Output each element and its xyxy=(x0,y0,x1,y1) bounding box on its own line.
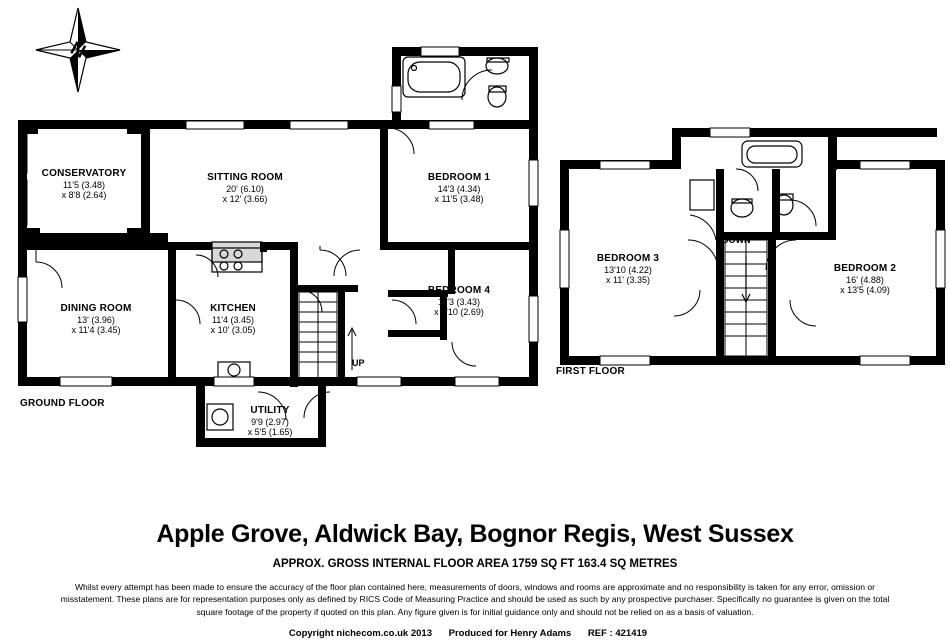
bedroom-1-dim1: 14'3 (4.34) xyxy=(437,183,481,194)
sitting-room-dim2: x 12' (3.66) xyxy=(222,193,268,204)
first-floor-label: FIRST FLOOR xyxy=(556,366,625,377)
bedroom-1-name: BEDROOM 1 xyxy=(427,172,491,183)
ground-floor-label: GROUND FLOOR xyxy=(20,398,105,409)
first-floor-plan xyxy=(560,128,945,365)
bedroom-4-dim1: 11'3 (3.43) xyxy=(437,296,481,307)
floor-area-text: APPROX. GROSS INTERNAL FLOOR AREA 1759 SQ FT 163.4 SQ METRES xyxy=(272,558,678,570)
conservatory-dim2: x 8'8 (2.64) xyxy=(61,189,107,200)
conservatory-name: CONSERVATORY xyxy=(41,168,127,179)
stairs-up-marker: UP xyxy=(352,358,365,368)
bedroom-2-name: BEDROOM 2 xyxy=(833,263,897,274)
kitchen-dim1: 11'4 (3.45) xyxy=(211,314,255,325)
disclaimer-text: Whilst every attempt has been made to ensure the accuracy of the floor plan contained here, measurements of doors, windows and rooms are approximate and no responsibility is taken for any error, omission or misstatement. These plans are for representation purposes only as defined by RICS Code of Measuring Practice and should be used as such by any prospective purchaser. Specifically no guarantee is given on the total square footage of the property if quoted on this plan. Any figure given is for initial guidance only and should not be relied on as a basis of valuation. xyxy=(60,582,890,617)
bedroom-2-dim1: 16' (4.88) xyxy=(846,274,884,285)
utility-dim2: x 5'5 (1.65) xyxy=(247,426,293,437)
title-block xyxy=(0,520,950,639)
bedroom-3-name: BEDROOM 3 xyxy=(596,253,660,264)
bedroom-1-dim2: x 11'5 (3.48) xyxy=(434,193,484,204)
bedroom-2-dim2: x 13'5 (4.09) xyxy=(840,284,890,295)
bedroom-4-dim2: x 8'10 (2.69) xyxy=(434,306,484,317)
bedroom-3-dim2: x 11' (3.35) xyxy=(605,274,651,285)
dining-room-name: DINING ROOM xyxy=(60,303,132,314)
dining-room-dim2: x 11'4 (3.45) xyxy=(71,324,121,335)
produced-for-text: Produced for Henry Adams xyxy=(448,628,572,640)
ground-floor-plan xyxy=(18,47,538,447)
kitchen-name: KITCHEN xyxy=(210,303,256,314)
dining-room-dim1: 13' (3.96) xyxy=(77,314,115,325)
utility-name: UTILITY xyxy=(250,405,290,416)
bedroom-4-name: BEDROOM 4 xyxy=(427,285,491,296)
sitting-room-dim1: 20' (6.10) xyxy=(226,183,264,194)
reference-text: REF : 421419 xyxy=(587,628,648,640)
page-title: Apple Grove, Aldwick Bay, Bognor Regis, West Sussex xyxy=(156,520,794,548)
svg-text:N: N xyxy=(66,37,89,63)
kitchen-dim2: x 10' (3.05) xyxy=(210,324,256,335)
stairs-down-marker: DOWN xyxy=(722,235,751,245)
conservatory-dim1: 11'5 (3.48) xyxy=(62,179,106,190)
copyright-line xyxy=(0,628,950,639)
compass-rose xyxy=(36,8,120,92)
copyright-text: Copyright nichecom.co.uk 2013 xyxy=(288,628,432,640)
utility-dim1: 9'9 (2.97) xyxy=(251,416,289,427)
sitting-room-name: SITTING ROOM xyxy=(207,172,283,183)
bedroom-3-dim1: 13'10 (4.22) xyxy=(604,264,652,275)
